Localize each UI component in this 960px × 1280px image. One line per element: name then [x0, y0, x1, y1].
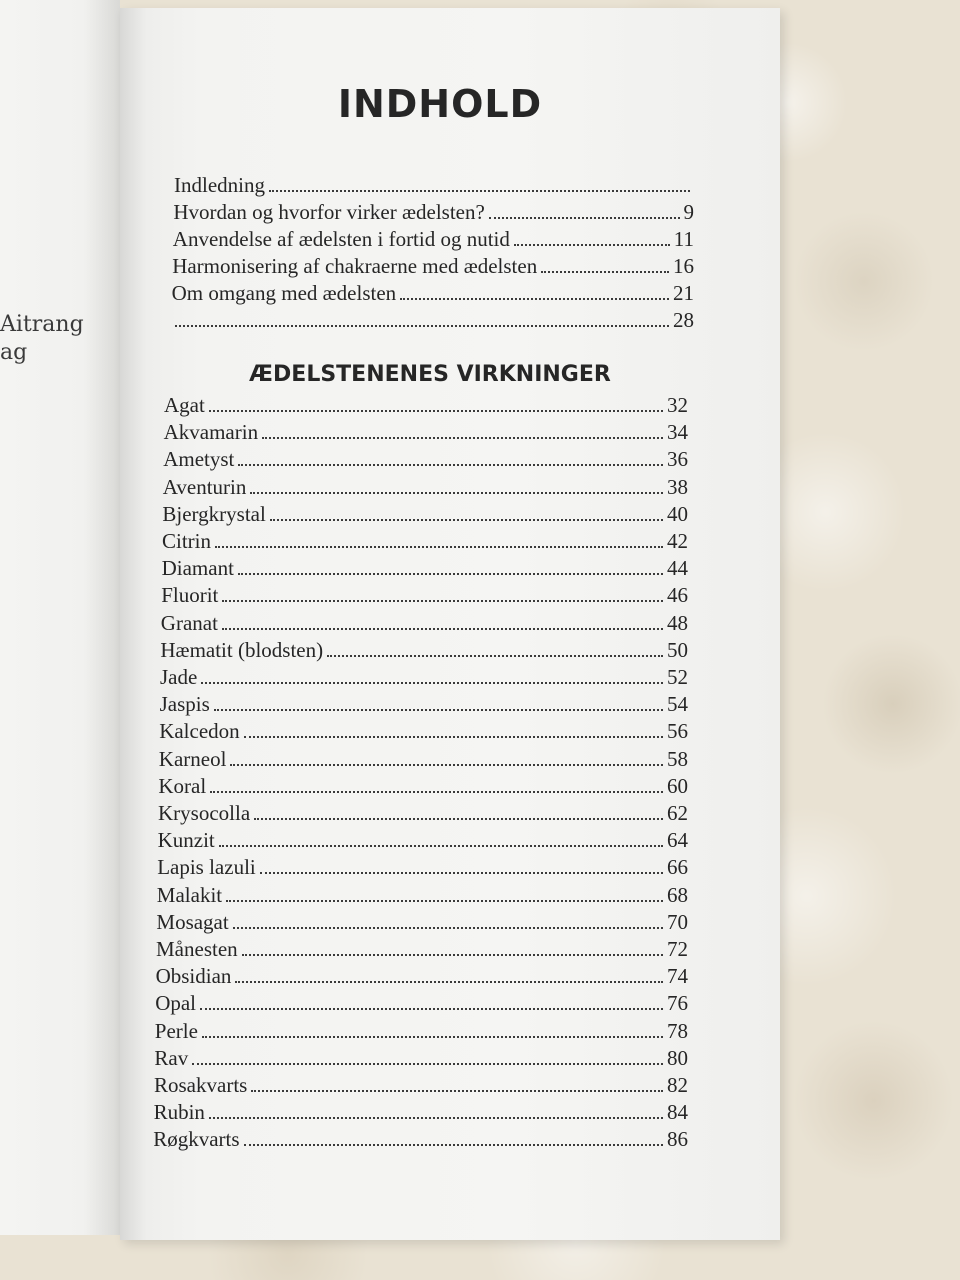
dot-leader [230, 764, 663, 766]
dot-leader [262, 437, 663, 439]
toc-entry-page: 11 [673, 227, 694, 251]
toc-entry [173, 199, 694, 226]
toc-entry [163, 446, 688, 473]
toc-entry-label: Opal [155, 991, 197, 1016]
toc-entry [162, 501, 688, 528]
toc-entry-label: Jade [160, 665, 198, 689]
toc-entry [162, 555, 688, 582]
dot-leader [254, 818, 663, 820]
toc-entry [157, 854, 688, 881]
dot-leader [242, 954, 663, 956]
toc-entry-label: Bjergkrystal [162, 501, 266, 526]
dot-leader [219, 845, 663, 847]
toc-entry [160, 637, 688, 664]
toc-entry-page: 54 [667, 692, 688, 717]
toc-entry-label: Granat [160, 610, 218, 635]
toc-entry-page: 40 [667, 501, 688, 526]
toc-entry-page: 44 [667, 556, 688, 581]
book-page [120, 8, 780, 1240]
toc-entry-page: 56 [667, 719, 688, 744]
toc-entry-page: 86 [667, 1127, 688, 1152]
toc-entry [159, 718, 688, 745]
toc-entry [159, 746, 688, 773]
toc-entry-page: 66 [667, 855, 688, 880]
toc-entry-label: Harmonisering af chakraerne med ædelsten [172, 254, 538, 278]
toc-entry-page: 52 [667, 665, 688, 689]
toc-entry-label: Citrin [162, 529, 212, 553]
toc-entry [156, 909, 688, 936]
toc-entry-page: 50 [667, 637, 688, 662]
toc-entry-label: Hæmatit (blodsten) [160, 637, 324, 662]
toc-entry-label: Lapis lazuli [157, 855, 256, 880]
toc-entry-page: 46 [667, 583, 688, 608]
toc-entry-page: 48 [667, 610, 688, 635]
left-page-fragment: Aitrang [0, 312, 84, 337]
dot-leader [215, 546, 663, 548]
toc-entry-label: Om omgang med ædelsten [171, 281, 397, 305]
dot-leader [209, 410, 663, 412]
dot-leader [222, 600, 663, 602]
toc-entry-label: Månesten [156, 937, 238, 961]
toc-entry [155, 1018, 688, 1045]
toc-entry-page: 68 [667, 882, 688, 907]
dot-leader [226, 900, 663, 902]
toc-entry-label: Indledning [174, 173, 265, 197]
dot-leader [541, 271, 669, 273]
dot-leader [235, 981, 663, 983]
toc-entry-page: 34 [667, 420, 688, 445]
dot-leader [238, 573, 663, 575]
toc-entry-label: Røgkvarts [153, 1127, 240, 1152]
toc-entry-label: Krysocolla [158, 801, 251, 825]
dot-leader [214, 709, 663, 711]
dot-leader [327, 655, 663, 657]
toc-entry [154, 1045, 688, 1072]
toc-entry [163, 474, 688, 501]
toc-entry-label: Ametyst [163, 447, 235, 472]
toc-entry-page: 58 [667, 746, 688, 771]
toc-entry [160, 691, 688, 718]
toc-entry-label: Karneol [158, 746, 227, 771]
toc-entry-label: Anvendelse af ædelsten i fortid og nutid [172, 227, 510, 251]
page-title: INDHOLD [337, 82, 543, 126]
toc-entry [161, 610, 688, 637]
dot-leader [175, 325, 669, 327]
toc-entry [158, 773, 688, 800]
toc-entry [174, 172, 694, 199]
dot-leader [250, 492, 663, 494]
dot-leader [222, 628, 663, 630]
toc-entry-page: 78 [667, 1018, 688, 1043]
dot-leader [200, 1008, 663, 1010]
toc-entry [164, 419, 688, 446]
toc-entry-page: 42 [667, 529, 688, 553]
toc-entry [158, 827, 688, 854]
dot-leader [251, 1090, 663, 1092]
toc-entry-page: 9 [683, 200, 694, 224]
dot-leader [260, 872, 663, 874]
toc-entry [157, 882, 688, 909]
toc-entry-label: Rav [154, 1045, 189, 1070]
dot-leader [244, 736, 663, 738]
toc-entry-label: Diamant [161, 556, 234, 581]
toc-entry-page: 38 [667, 474, 688, 499]
dot-leader [233, 927, 663, 929]
toc-entry [153, 1126, 688, 1153]
dot-leader [210, 791, 663, 793]
dot-leader [192, 1063, 663, 1065]
toc-entry [155, 990, 688, 1017]
toc-entry-page: 64 [667, 828, 688, 853]
toc-entry [172, 253, 694, 280]
dot-leader [202, 1036, 663, 1038]
toc-entry [154, 1099, 688, 1126]
toc-entry-label: Kalcedon [159, 719, 240, 744]
toc-entry-page: 32 [667, 393, 688, 417]
toc-entry-label: Kunzit [157, 828, 215, 853]
dot-leader [269, 190, 690, 192]
toc-entry-label: Aventurin [162, 474, 247, 499]
toc-entry-page: 28 [673, 308, 694, 332]
dot-leader [238, 464, 663, 466]
toc-entry [160, 664, 688, 691]
toc-entry [158, 800, 688, 827]
toc-entry-page: 62 [667, 801, 688, 825]
toc-entry-page: 82 [667, 1073, 688, 1097]
toc-entry-label: Hvordan og hvorfor virker ædelsten? [173, 200, 485, 224]
toc-entry [162, 528, 688, 555]
toc-entry-label: Rubin [153, 1100, 205, 1125]
toc-entry-page: 16 [673, 254, 694, 278]
toc-entry-page: 36 [667, 447, 688, 472]
dot-leader [201, 682, 663, 684]
toc-entry-label: Koral [158, 773, 207, 798]
toc-entry-page: 74 [667, 964, 688, 989]
toc-entry-page: 21 [673, 281, 694, 305]
toc-entry [154, 1072, 688, 1099]
dot-leader [244, 1144, 663, 1146]
toc-entry [172, 280, 694, 307]
toc-entry-page: 60 [667, 773, 688, 798]
toc-entry [164, 392, 688, 419]
toc-entry [173, 226, 694, 253]
left-page-fragment: ag [0, 340, 28, 365]
toc-entry-page: 72 [667, 937, 688, 961]
toc-entry-label: Akvamarin [163, 420, 259, 445]
toc-entry [156, 963, 688, 990]
dot-leader [514, 244, 670, 246]
toc-entry-label: Mosagat [156, 909, 229, 934]
toc-entry-label: Perle [154, 1018, 198, 1043]
toc-entry-label: Malakit [156, 882, 223, 907]
left-page [0, 0, 120, 1235]
toc-entry-page: 80 [667, 1045, 688, 1070]
dot-leader [270, 519, 663, 521]
toc-entry-label: Agat [164, 393, 205, 417]
toc-entry-label: Jaspis [159, 692, 210, 717]
toc-entry [171, 307, 694, 334]
section-title: ÆDELSTENENES VIRKNINGER [249, 362, 611, 387]
toc-entry-label: Obsidian [155, 964, 232, 989]
toc-entry-label: Fluorit [161, 583, 219, 608]
toc-entry [161, 582, 688, 609]
dot-leader [400, 298, 669, 300]
toc-entry-page: 76 [667, 991, 688, 1016]
toc-entry-page: 70 [667, 909, 688, 934]
toc-entry [156, 936, 688, 963]
dot-leader [209, 1117, 663, 1119]
toc-entry-label: Rosakvarts [154, 1073, 248, 1097]
toc-entry-page: 84 [667, 1100, 688, 1125]
dot-leader [489, 217, 680, 219]
